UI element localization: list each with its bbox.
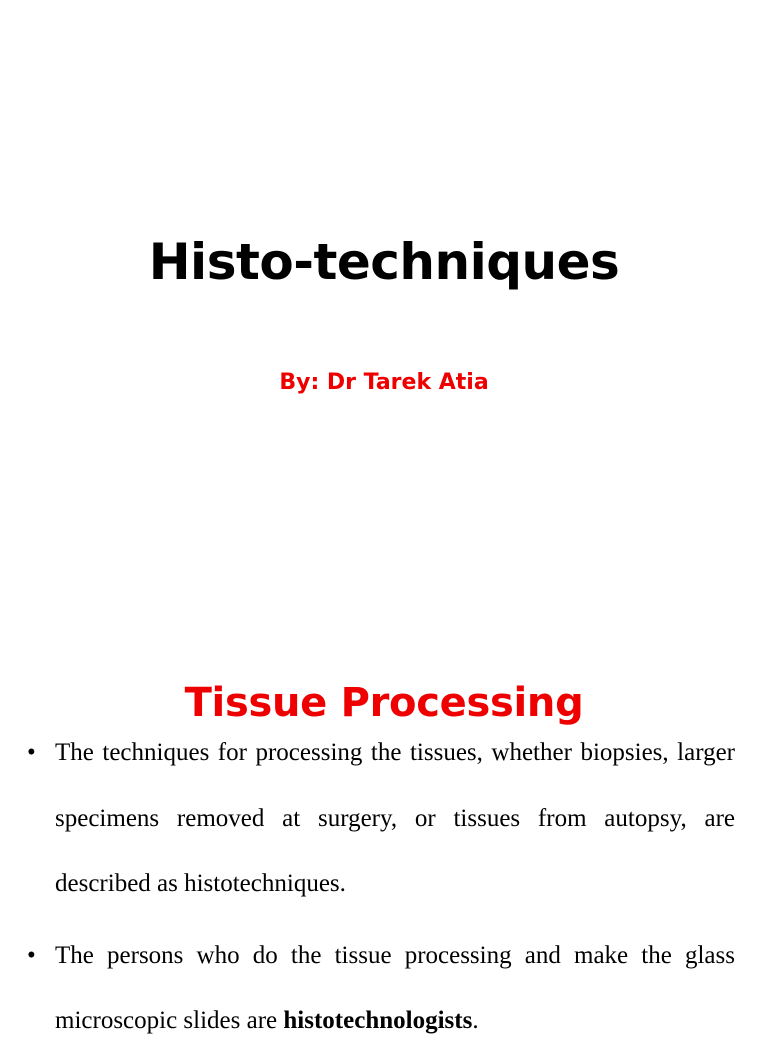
bullet-item	[27, 720, 735, 917]
content-slide	[0, 576, 768, 1034]
bullet-icon: •	[27, 941, 36, 969]
bullet-text: The techniques for processing the tissues, whether biopsies, larger specimens removed at surgery, or tissues from autopsy, are described as histotechniques.	[55, 739, 735, 897]
bullet-list	[0, 720, 768, 1054]
section-heading: Tissue Processing	[184, 680, 584, 727]
bullet-icon: •	[27, 739, 36, 766]
page-title: Histo-techniques	[148, 232, 620, 291]
bullet-item	[27, 923, 735, 1054]
emphasized-term: histotechnologists	[283, 1007, 473, 1034]
bullet-text-end: .	[472, 1007, 479, 1034]
bullet-text: The persons who do the tissue processing and make the glass microscopic slides are	[55, 941, 735, 1034]
author-line: By: Dr Tarek Atia	[279, 370, 489, 395]
